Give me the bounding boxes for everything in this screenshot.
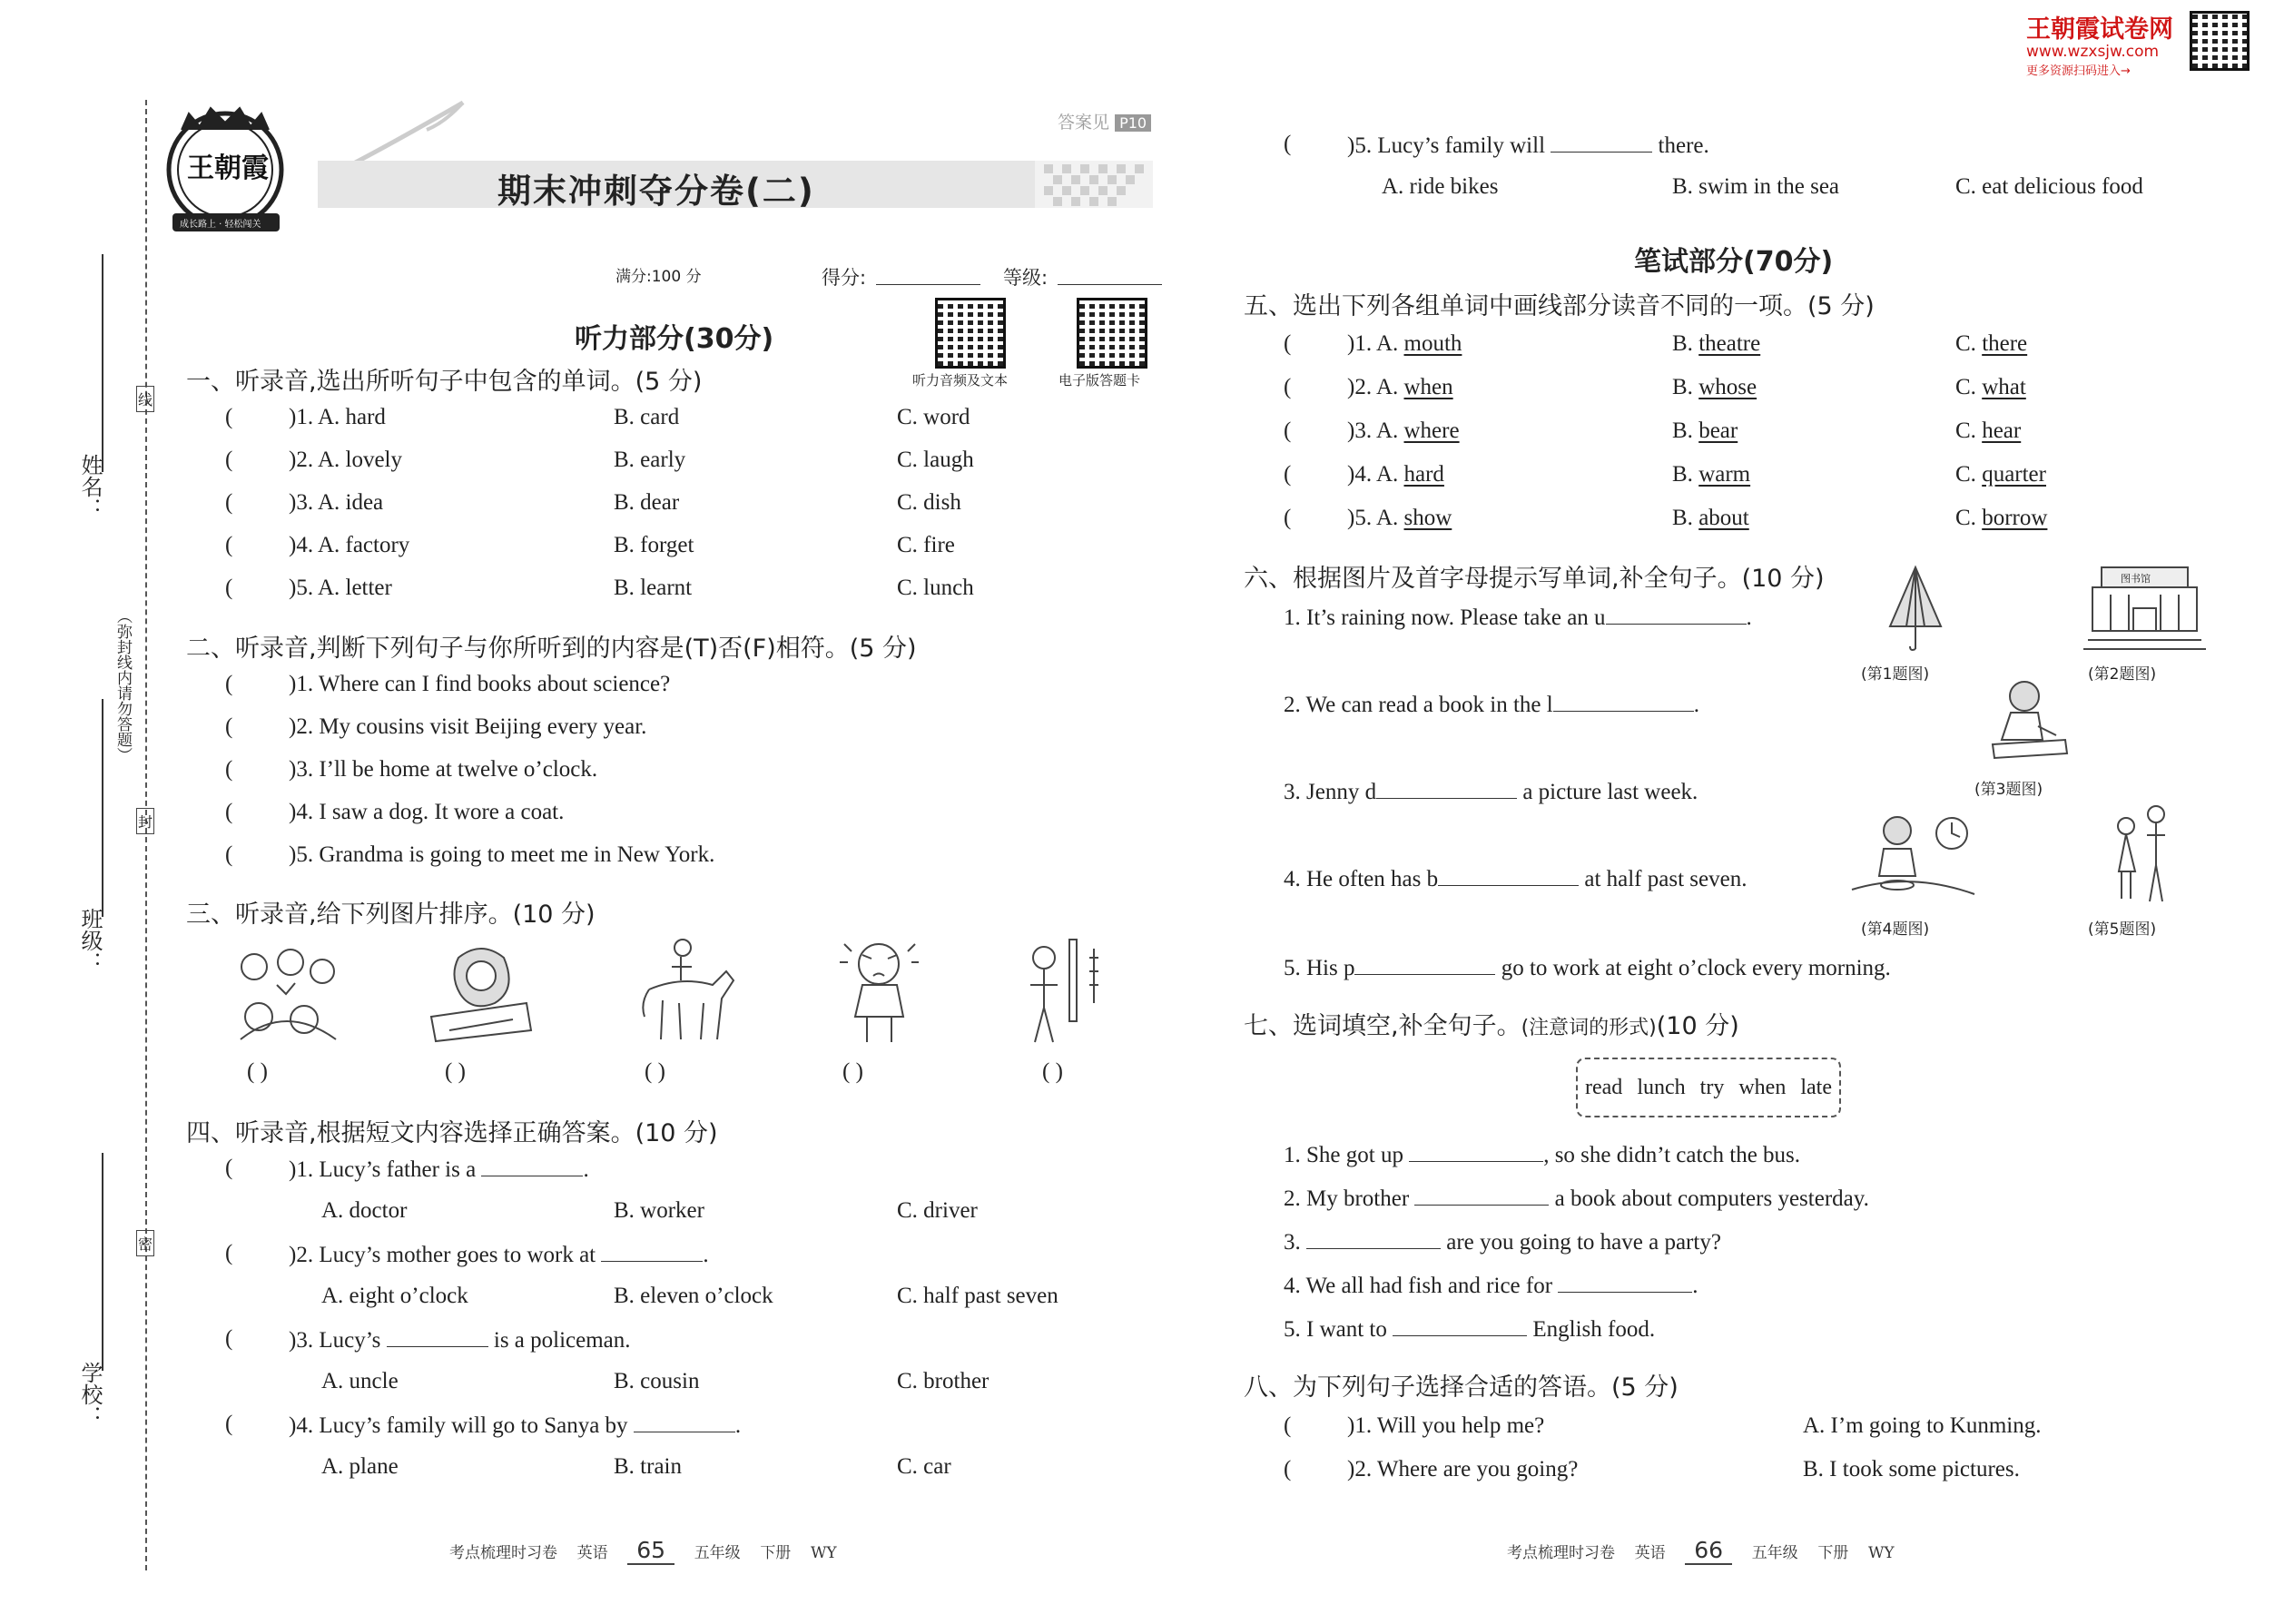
s6-breakfast-boy-picture bbox=[1847, 808, 1979, 912]
s1-item-b: B. learnt bbox=[614, 576, 693, 600]
s1-paren: ( bbox=[225, 405, 233, 429]
s4-q5-option-a: A. ride bikes bbox=[1382, 174, 1499, 199]
s5-word-b: bear bbox=[1698, 418, 1738, 443]
s5-word-b: warm bbox=[1698, 462, 1751, 487]
s1-item-b: B. dear bbox=[614, 490, 680, 515]
s5-item-b bbox=[1672, 418, 1738, 444]
s5-c-prefix: C. bbox=[1955, 462, 1983, 487]
footer-right-subject: 英语 bbox=[1634, 1544, 1666, 1562]
s6-q1 bbox=[1284, 604, 1752, 631]
s3-picture-horse-rider bbox=[626, 935, 744, 1048]
s6-q3-pre: 3. Jenny d bbox=[1284, 780, 1377, 804]
s8-paren: ( bbox=[1284, 1457, 1292, 1481]
s1-item-a: )5. A. letter bbox=[289, 576, 392, 600]
score-label: 得分: bbox=[822, 267, 867, 289]
s5-item-c bbox=[1955, 506, 2047, 531]
footer-left-book: 考点梳理时习卷 bbox=[449, 1544, 557, 1562]
s6-umbrella-picture bbox=[1879, 563, 1952, 654]
s5-word-a: when bbox=[1403, 375, 1453, 399]
footer-right-edition: WY bbox=[1867, 1544, 1895, 1562]
s5-word-c: what bbox=[1982, 375, 2026, 399]
s5-paren: ( bbox=[1284, 331, 1292, 356]
s5-item-c bbox=[1955, 331, 2027, 357]
s7-q5 bbox=[1284, 1315, 1655, 1343]
s2-title: 二、听录音,判断下列句子与你所听到的内容是(T)否(F)相符。(5 分) bbox=[186, 635, 917, 663]
s4-paren: ( bbox=[225, 1156, 233, 1180]
s7-word: try bbox=[1699, 1075, 1725, 1099]
s5-word-a: show bbox=[1403, 506, 1452, 530]
s7-word: lunch bbox=[1637, 1075, 1686, 1099]
s5-c-prefix: C. bbox=[1955, 331, 1983, 356]
s6-title: 六、根据图片及首字母提示写单词,补全句子。(10 分) bbox=[1244, 565, 1825, 593]
s4-q1 bbox=[289, 1156, 589, 1183]
s1-title: 一、听录音,选出所听句子中包含的单词。(5 分) bbox=[186, 368, 703, 396]
s5-item-a bbox=[1347, 375, 1453, 400]
s5-b-prefix: B. bbox=[1672, 506, 1699, 530]
s4-q2 bbox=[289, 1241, 709, 1268]
brand-slogan: 更多资源扫码进入→ bbox=[2026, 64, 2131, 78]
s6-q3 bbox=[1284, 778, 1698, 805]
s5-paren: ( bbox=[1284, 375, 1292, 399]
s4-q5-blank[interactable] bbox=[1551, 132, 1652, 153]
s2-paren: ( bbox=[225, 800, 233, 824]
s2-paren: ( bbox=[225, 714, 233, 739]
listening-title: 听力部分(30分) bbox=[575, 323, 774, 355]
s6-caption-5: (第5题图) bbox=[2088, 920, 2157, 939]
s5-title: 五、选出下列各组单词中画线部分读音不同的一项。(5 分) bbox=[1244, 292, 1875, 320]
brand-logo bbox=[2026, 9, 2173, 78]
s6-caption-4: (第4题图) bbox=[1861, 920, 1930, 939]
s2-item: )4. I saw a dog. It wore a coat. bbox=[289, 800, 565, 824]
s5-word-c: hear bbox=[1982, 418, 2022, 443]
s5-word-b: about bbox=[1698, 506, 1749, 530]
s4-paren: ( bbox=[1284, 132, 1292, 156]
s5-c-prefix: C. bbox=[1955, 375, 1983, 399]
s4-q1-option-b: B. worker bbox=[614, 1198, 704, 1223]
s5-word-a: mouth bbox=[1403, 331, 1462, 356]
qr-listening-audio[interactable] bbox=[935, 298, 1006, 369]
answer-ref-page: P10 bbox=[1115, 114, 1151, 132]
s7-q1-blank[interactable] bbox=[1409, 1141, 1543, 1162]
s5-item-a bbox=[1347, 418, 1460, 444]
s5-item-c bbox=[1955, 462, 2046, 487]
s6-q5-post: go to work at eight o’clock every morning. bbox=[1501, 956, 1891, 980]
qr-answer-sheet[interactable] bbox=[1077, 298, 1147, 369]
s6-caption-3: (第3题图) bbox=[1974, 781, 2043, 799]
s1-item-a: )4. A. factory bbox=[289, 533, 410, 557]
s7-q2-blank[interactable] bbox=[1414, 1185, 1549, 1206]
s6-q4-pre: 4. He often has b bbox=[1284, 867, 1439, 891]
s4-q3-pre: )3. Lucy’s bbox=[289, 1328, 381, 1353]
s4-q2-post: . bbox=[703, 1243, 709, 1267]
s5-word-b: whose bbox=[1698, 375, 1757, 399]
class-label: 班级： bbox=[77, 908, 103, 973]
grade-blank[interactable] bbox=[1058, 284, 1162, 285]
s5-b-prefix: B. bbox=[1672, 331, 1699, 356]
s5-b-prefix: B. bbox=[1672, 462, 1699, 487]
s7-word: read bbox=[1585, 1075, 1623, 1099]
footer-left-subject: 英语 bbox=[576, 1544, 608, 1562]
s7-q5-pre: 5. I want to bbox=[1284, 1317, 1387, 1342]
s5-item-b bbox=[1672, 375, 1757, 400]
s1-paren: ( bbox=[225, 448, 233, 472]
s4-q1-post: . bbox=[583, 1157, 589, 1182]
s5-word-c: borrow bbox=[1982, 506, 2048, 530]
s4-q4-blank[interactable] bbox=[634, 1412, 735, 1432]
s6-q4-post: at half past seven. bbox=[1584, 867, 1748, 891]
qr-listening-caption: 听力音频及文本 bbox=[912, 372, 1009, 389]
s5-word-b: theatre bbox=[1698, 331, 1761, 356]
s4-q1-pre: )1. Lucy’s father is a bbox=[289, 1157, 477, 1182]
s8-q1: )1. Will you help me? bbox=[1347, 1413, 1545, 1438]
brand-name: 王朝霞试卷网 bbox=[2026, 15, 2173, 44]
s1-paren: ( bbox=[225, 490, 233, 515]
s8-answer-b: B. I took some pictures. bbox=[1803, 1457, 2020, 1481]
s7-q4-blank[interactable] bbox=[1558, 1272, 1692, 1293]
s4-q1-option-a: A. doctor bbox=[321, 1198, 408, 1223]
s7-q3-blank[interactable] bbox=[1306, 1228, 1441, 1249]
school-blank-line bbox=[102, 1153, 103, 1371]
s7-q4-post: . bbox=[1692, 1274, 1698, 1298]
s5-word-c: quarter bbox=[1982, 462, 2046, 487]
s2-item: )5. Grandma is going to meet me in New York. bbox=[289, 842, 715, 867]
s5-item-b bbox=[1672, 462, 1750, 487]
s4-q4-option-c: C. car bbox=[897, 1454, 951, 1479]
footer-left bbox=[449, 1537, 837, 1563]
s4-q1-blank[interactable] bbox=[481, 1156, 583, 1176]
s1-item-c: C. fire bbox=[897, 533, 955, 557]
s3-title: 三、听录音,给下列图片排序。(10 分) bbox=[186, 901, 596, 929]
s4-q3-option-b: B. cousin bbox=[614, 1369, 700, 1393]
s4-paren: ( bbox=[225, 1241, 233, 1265]
s6-caption-1: (第1题图) bbox=[1861, 665, 1930, 684]
s1-item-b: B. early bbox=[614, 448, 686, 472]
qr-answer-caption: 电子版答题卡 bbox=[1058, 372, 1141, 389]
s5-b-prefix: B. bbox=[1672, 418, 1699, 443]
s5-num: )4. A. bbox=[1347, 462, 1404, 487]
footer-right-grade: 五年级 bbox=[1751, 1544, 1798, 1562]
s7-title-score: (10 分) bbox=[1656, 1012, 1739, 1040]
school-label: 学校： bbox=[77, 1362, 103, 1427]
s1-item-b: B. card bbox=[614, 405, 680, 429]
s7-q3 bbox=[1284, 1228, 1721, 1255]
s4-title: 四、听录音,根据短文内容选择正确答案。(10 分) bbox=[186, 1119, 718, 1147]
s1-item-c: C. lunch bbox=[897, 576, 974, 600]
s4-q4 bbox=[289, 1412, 741, 1439]
s5-item-b bbox=[1672, 506, 1749, 531]
s4-q2-option-c: C. half past seven bbox=[897, 1284, 1058, 1308]
page-title: 期末冲刺夺分卷(二) bbox=[497, 172, 815, 211]
s6-drawing-girl-picture bbox=[1984, 676, 2074, 767]
s7-q2-pre: 2. My brother bbox=[1284, 1186, 1410, 1211]
s6-q3-blank[interactable] bbox=[1376, 778, 1517, 799]
s6-q2 bbox=[1284, 691, 1699, 718]
s4-paren: ( bbox=[225, 1326, 233, 1351]
s5-num: )5. A. bbox=[1347, 506, 1404, 530]
s8-paren: ( bbox=[1284, 1413, 1292, 1438]
s8-title: 八、为下列句子选择合适的答语。(5 分) bbox=[1244, 1373, 1679, 1402]
brand-url: www.wzxsjw.com bbox=[2026, 43, 2160, 61]
class-blank-line bbox=[102, 699, 103, 917]
s7-title bbox=[1244, 1006, 1739, 1041]
footer-left-edition: WY bbox=[810, 1544, 837, 1562]
score-blank[interactable] bbox=[876, 284, 980, 285]
s6-q4-blank[interactable] bbox=[1438, 865, 1579, 886]
s4-q3 bbox=[289, 1326, 631, 1353]
s6-q5-pre: 5. His p bbox=[1284, 956, 1355, 980]
s4-q4-pre: )4. Lucy’s family will go to Sanya by bbox=[289, 1413, 628, 1438]
s5-item-b bbox=[1672, 331, 1760, 357]
s5-word-c: there bbox=[1982, 331, 2028, 356]
s7-q2 bbox=[1284, 1185, 1869, 1212]
seal-mark-2: 封 bbox=[136, 808, 154, 834]
s3-picture-reading-girl bbox=[422, 940, 540, 1048]
s7-q5-post: English food. bbox=[1532, 1317, 1656, 1342]
s1-paren: ( bbox=[225, 576, 233, 600]
footer-left-grade: 五年级 bbox=[694, 1544, 741, 1562]
s7-q4 bbox=[1284, 1272, 1698, 1299]
full-score: 满分:100 分 bbox=[615, 268, 702, 286]
s6-q4 bbox=[1284, 865, 1747, 892]
s4-q3-post: is a policeman. bbox=[493, 1328, 631, 1353]
s7-q3-post: are you going to have a party? bbox=[1446, 1230, 1721, 1255]
s4-q4-post: . bbox=[734, 1413, 742, 1438]
answer-ref-label: 答案见 bbox=[1058, 113, 1110, 133]
s5-word-a: where bbox=[1403, 418, 1460, 443]
s4-q3-blank[interactable] bbox=[387, 1326, 488, 1347]
s5-c-prefix: C. bbox=[1955, 506, 1983, 530]
s5-word-a: hard bbox=[1403, 462, 1444, 487]
s7-q3-pre: 3. bbox=[1284, 1230, 1301, 1255]
s3-picture-children-group bbox=[222, 940, 350, 1048]
s1-item-c: C. laugh bbox=[897, 448, 974, 472]
s4-q5-pre: )5. Lucy’s family will bbox=[1347, 133, 1546, 158]
s7-title-note: (注意词的形式) bbox=[1521, 1017, 1657, 1039]
s3-answer-paren[interactable]: ( ) bbox=[1042, 1059, 1063, 1084]
brand-qr-code[interactable] bbox=[2190, 11, 2250, 71]
s1-item-c: C. dish bbox=[897, 490, 961, 515]
s6-q2-post: . bbox=[1693, 693, 1699, 717]
s4-q5-post: there. bbox=[1658, 133, 1709, 158]
s6-q5 bbox=[1284, 954, 1891, 981]
s1-item-c: C. word bbox=[897, 405, 970, 429]
s5-b-prefix: B. bbox=[1672, 375, 1699, 399]
seal-mark-1: 线 bbox=[136, 386, 154, 412]
s6-library-sign: 图书馆 bbox=[2121, 573, 2151, 585]
s6-q3-post: a picture last week. bbox=[1522, 780, 1698, 804]
s5-item-a bbox=[1347, 506, 1452, 531]
s4-q2-pre: )2. Lucy’s mother goes to work at bbox=[289, 1243, 596, 1267]
s5-item-c bbox=[1955, 418, 2021, 444]
name-blank-line bbox=[102, 254, 103, 472]
s5-num: )2. A. bbox=[1347, 375, 1404, 399]
s6-q2-pre: 2. We can read a book in the l bbox=[1284, 693, 1553, 717]
s4-q4-option-b: B. train bbox=[614, 1454, 682, 1479]
s7-q1 bbox=[1284, 1141, 1800, 1168]
s7-word: when bbox=[1738, 1075, 1787, 1099]
footer-left-page: 65 bbox=[627, 1537, 674, 1565]
s7-q2-post: a book about computers yesterday. bbox=[1554, 1186, 1869, 1211]
s5-c-prefix: C. bbox=[1955, 418, 1983, 443]
s7-q5-blank[interactable] bbox=[1393, 1315, 1527, 1336]
answer-ref bbox=[1058, 109, 1151, 133]
s4-q1-option-c: C. driver bbox=[897, 1198, 978, 1223]
s4-paren: ( bbox=[225, 1412, 233, 1436]
s8-answer-a: A. I’m going to Kunming. bbox=[1803, 1413, 2042, 1438]
s1-paren: ( bbox=[225, 533, 233, 557]
s1-item-b: B. forget bbox=[614, 533, 694, 557]
s4-q4-option-a: A. plane bbox=[321, 1454, 399, 1479]
s6-parents-picture bbox=[2106, 803, 2179, 908]
s7-q4-pre: 4. We all had fish and rice for bbox=[1284, 1274, 1553, 1298]
s5-item-a bbox=[1347, 462, 1444, 487]
s4-q2-blank[interactable] bbox=[601, 1241, 703, 1262]
s6-q5-blank[interactable] bbox=[1354, 954, 1495, 975]
s5-paren: ( bbox=[1284, 506, 1292, 530]
logo-text: 王朝霞 bbox=[187, 153, 269, 184]
s2-paren: ( bbox=[225, 842, 233, 867]
s3-answer-paren[interactable]: ( ) bbox=[645, 1059, 665, 1084]
s7-word: late bbox=[1800, 1075, 1832, 1099]
s1-item-a: )2. A. lovely bbox=[289, 448, 402, 472]
s5-paren: ( bbox=[1284, 462, 1292, 487]
s2-item: )3. I’ll be home at twelve o’clock. bbox=[289, 757, 598, 782]
footer-left-term: 下册 bbox=[760, 1544, 792, 1562]
s4-q5-option-c: C. eat delicious food bbox=[1955, 174, 2143, 199]
s7-title-main: 七、选词填空,补全句子。 bbox=[1244, 1012, 1521, 1040]
s6-caption-2: (第2题图) bbox=[2088, 665, 2157, 684]
s3-picture-crying-girl bbox=[835, 935, 926, 1048]
binding-line bbox=[145, 100, 147, 1570]
s2-item: )1. Where can I find books about science? bbox=[289, 672, 671, 696]
s2-paren: ( bbox=[225, 757, 233, 782]
s2-item: )2. My cousins visit Beijing every year. bbox=[289, 714, 647, 739]
s6-q1-pre: 1. It’s raining now. Please take an u bbox=[1284, 605, 1606, 630]
s5-paren: ( bbox=[1284, 418, 1292, 443]
s3-answer-paren[interactable]: ( ) bbox=[445, 1059, 466, 1084]
s6-q2-blank[interactable] bbox=[1553, 691, 1694, 712]
seal-mark-3: 密 bbox=[136, 1230, 154, 1256]
s8-q2: )2. Where are you going? bbox=[1347, 1457, 1579, 1481]
s7-word-bank bbox=[1576, 1058, 1841, 1117]
s7-q1-pre: 1. She got up bbox=[1284, 1143, 1403, 1167]
s6-q1-blank[interactable] bbox=[1606, 604, 1747, 625]
s5-num: )1. A. bbox=[1347, 331, 1404, 356]
writing-title: 笔试部分(70分) bbox=[1634, 246, 1834, 278]
footer-right-term: 下册 bbox=[1817, 1544, 1849, 1562]
grade-label: 等级: bbox=[1003, 267, 1049, 289]
s5-num: )3. A. bbox=[1347, 418, 1404, 443]
footer-right-book: 考点梳理时习卷 bbox=[1507, 1544, 1615, 1562]
footer-right bbox=[1507, 1537, 1895, 1563]
s5-item-a bbox=[1347, 331, 1462, 357]
s4-q5 bbox=[1347, 132, 1709, 159]
binding-notice: （弥封线内请勿答题） bbox=[113, 608, 132, 763]
s2-paren: ( bbox=[225, 672, 233, 696]
s6-q1-post: . bbox=[1746, 605, 1752, 630]
s3-answer-paren[interactable]: ( ) bbox=[247, 1059, 268, 1084]
s7-q1-post: , so she didn’t catch the bus. bbox=[1543, 1143, 1801, 1167]
s1-item-a: )3. A. idea bbox=[289, 490, 384, 515]
s5-item-c bbox=[1955, 375, 2026, 400]
name-label: 姓名： bbox=[77, 454, 103, 519]
s4-q5-option-b: B. swim in the sea bbox=[1672, 174, 1840, 199]
s3-answer-paren[interactable]: ( ) bbox=[842, 1059, 863, 1084]
s4-q3-option-a: A. uncle bbox=[321, 1369, 399, 1393]
s4-q3-option-c: C. brother bbox=[897, 1369, 989, 1393]
footer-right-page: 66 bbox=[1685, 1537, 1732, 1565]
logo-sub: 成长路上 · 轻松闯关 bbox=[180, 220, 261, 230]
s4-q2-option-a: A. eight o’clock bbox=[321, 1284, 468, 1308]
s3-picture-boy-height bbox=[1017, 935, 1117, 1048]
s1-item-a: )1. A. hard bbox=[289, 405, 386, 429]
s4-q2-option-b: B. eleven o’clock bbox=[614, 1284, 773, 1308]
